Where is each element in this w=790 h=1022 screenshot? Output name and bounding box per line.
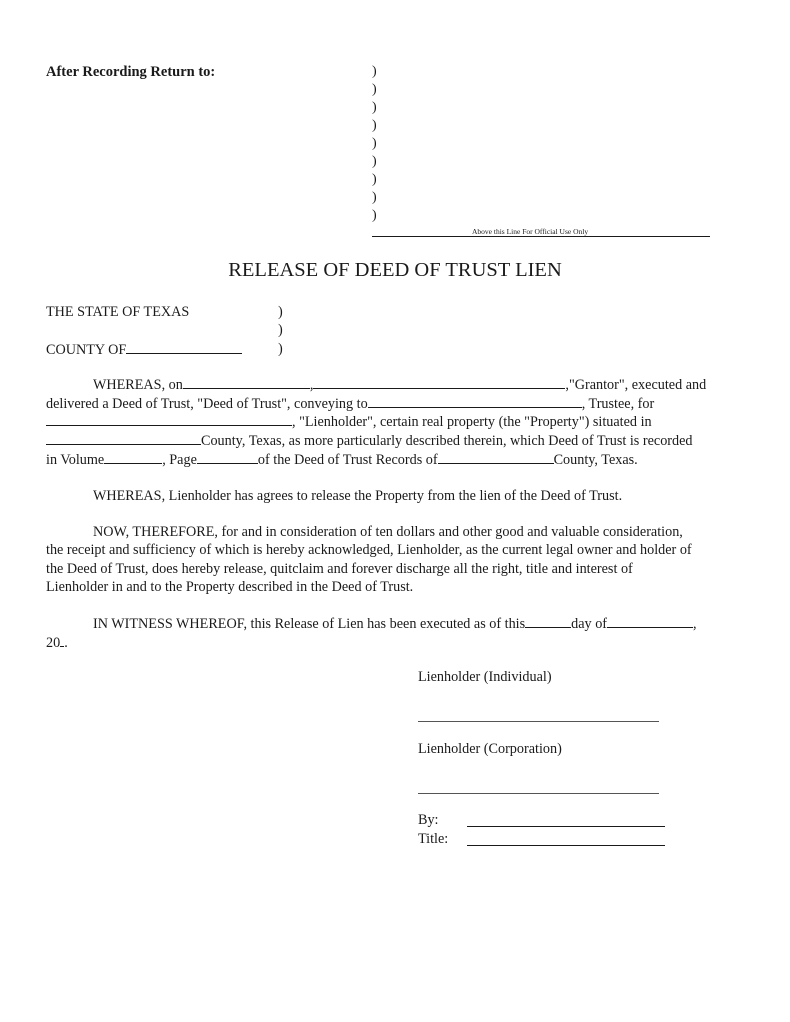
text: IN WITNESS WHEREOF, this Release of Lien has been executed as of this — [93, 616, 526, 632]
document-title: RELEASE OF DEED OF TRUST LIEN — [228, 259, 562, 281]
text: in Volume — [46, 452, 105, 468]
official-use-label: Above this Line For Official Use Only — [472, 227, 589, 236]
paren: ) — [372, 64, 377, 79]
paren: ) — [278, 304, 283, 320]
whereas1-line5 — [46, 451, 638, 470]
county-label: COUNTY OF — [46, 342, 127, 358]
whereas1-line4 — [46, 432, 693, 451]
paren: ) — [372, 154, 377, 169]
official-use-line — [372, 236, 710, 237]
grantor-blank[interactable] — [313, 376, 565, 389]
by-label: By: — [418, 812, 439, 828]
now-therefore-line: NOW, THEREFORE, for and in consideration of ten dollars and other good and valuable consideration, — [93, 524, 683, 540]
text: County, Texas, as more particularly described therein, which Deed of Trust is recorded — [201, 433, 693, 449]
lienholder-individual-label: Lienholder (Individual) — [418, 669, 552, 685]
county-row — [46, 341, 242, 359]
return-to-label: After Recording Return to: — [46, 64, 216, 80]
trustee-blank[interactable] — [368, 395, 582, 408]
text: . — [64, 635, 68, 651]
text: , Page — [162, 452, 197, 468]
text: , — [309, 377, 314, 393]
month-blank[interactable] — [607, 615, 693, 628]
paren: ) — [278, 322, 283, 338]
paren: ) — [372, 172, 377, 187]
text: , "Lienholder", certain real property (the "Property") situated in — [292, 414, 652, 430]
property-county-blank[interactable] — [46, 432, 201, 445]
now-therefore-line: Lienholder in and to the Property described in the Deed of Trust. — [46, 579, 414, 595]
title-label: Title: — [418, 831, 449, 847]
text: WHEREAS, on — [93, 377, 183, 393]
by-signature-line[interactable] — [467, 826, 665, 827]
paren: ) — [372, 190, 377, 205]
whereas1-line2 — [46, 395, 654, 414]
day-blank[interactable] — [525, 615, 571, 628]
text: of the Deed of Trust Records of — [257, 452, 438, 468]
lienholder-corporation-label: Lienholder (Corporation) — [418, 741, 562, 757]
state-label: THE STATE OF TEXAS — [46, 304, 190, 320]
text: , — [693, 616, 697, 632]
now-therefore-line: the Deed of Trust, does hereby release, quitclaim and forever discharge all the right, title and interest of — [46, 561, 633, 577]
individual-signature-line[interactable] — [418, 721, 659, 722]
date-blank[interactable] — [183, 376, 310, 389]
witness-year-line — [46, 634, 68, 653]
whereas1-line3 — [46, 413, 652, 432]
paren: ) — [372, 136, 377, 151]
witness-line — [93, 615, 697, 634]
records-county-blank[interactable] — [438, 451, 554, 464]
paren: ) — [372, 82, 377, 97]
paren: ) — [278, 341, 283, 357]
whereas1-line1 — [93, 376, 706, 395]
text: delivered a Deed of Trust, "Deed of Trust", conveying to — [46, 396, 368, 412]
corporation-signature-line[interactable] — [418, 793, 659, 794]
title-signature-line[interactable] — [467, 845, 665, 846]
paren: ) — [372, 118, 377, 133]
volume-blank[interactable] — [104, 451, 162, 464]
whereas2-paragraph: WHEREAS, Lienholder has agrees to release the Property from the lien of the Deed of Trust. — [93, 488, 623, 504]
text: , Trustee, for — [581, 396, 655, 412]
year-prefix: 20 — [46, 635, 61, 651]
paren: ) — [372, 208, 377, 223]
paren: ) — [372, 100, 377, 115]
text: day of — [571, 616, 608, 632]
page-blank[interactable] — [197, 451, 258, 464]
county-blank[interactable] — [126, 341, 242, 354]
now-therefore-line: the receipt and sufficiency of which is hereby acknowledged, Lienholder, as the current legal owner and holder of — [46, 542, 692, 558]
text: County, Texas. — [553, 452, 638, 468]
text: ,"Grantor", executed and — [565, 377, 707, 393]
lienholder-blank[interactable] — [46, 413, 292, 426]
